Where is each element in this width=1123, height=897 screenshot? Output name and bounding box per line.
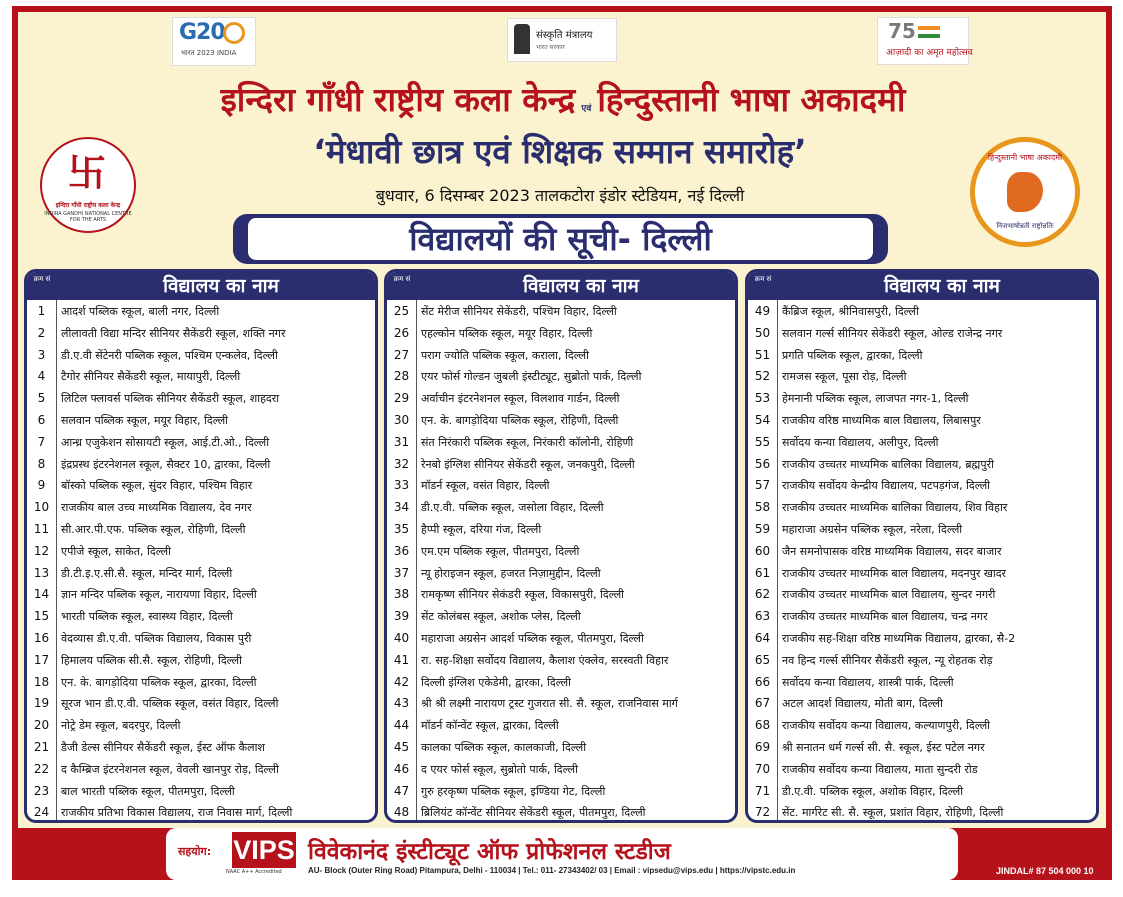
school-row [748, 522, 1096, 544]
school-row [27, 326, 375, 348]
school-name: सी.आर.पी.एफ. पब्लिक स्कूल, रोहिणी, दिल्ली [61, 522, 246, 536]
school-row [387, 609, 735, 631]
school-row [27, 369, 375, 391]
school-row [387, 413, 735, 435]
school-serial: 45 [393, 739, 410, 754]
school-serial: 53 [754, 391, 771, 406]
school-row [387, 675, 735, 697]
school-serial: 68 [754, 718, 771, 733]
school-serial: 8 [37, 456, 46, 471]
school-row [387, 762, 735, 784]
sponsor-footer [166, 828, 958, 880]
school-name: नव हिन्द गर्ल्स सीनियर सैकेंडरी स्कूल, न्यू रोहतक रोड़ [782, 653, 993, 667]
school-row [387, 805, 735, 823]
school-row [387, 369, 735, 391]
school-row [387, 348, 735, 370]
school-row [748, 478, 1096, 500]
school-name: आदर्श पब्लिक स्कूल, बाली नगर, दिल्ली [61, 305, 220, 318]
school-row [27, 631, 375, 653]
school-row [748, 348, 1096, 370]
school-name: रामकृष्ण सीनियर सेकंडरी स्कूल, विकासपुरी, दिल्ली [421, 588, 625, 602]
school-name: रामजस स्कूल, पूसा रोड़, दिल्ली [782, 370, 907, 384]
ministry-of-culture-logo [507, 18, 617, 62]
school-row [27, 566, 375, 588]
school-row [387, 457, 735, 479]
school-serial: 16 [33, 630, 50, 645]
seal-right-top: हिन्दुस्तानी भाषा अकादमी [987, 153, 1063, 162]
date-venue: बुधवार, 6 दिसम्बर 2023 तालकटोरा इंडोर स्टेडियम, नई दिल्ली [375, 186, 745, 205]
school-name: राजकीय वरिष्ठ माध्यमिक बाल विद्यालय, लिबासपुर [782, 413, 981, 427]
school-name: बॉस्को पब्लिक स्कूल, सुंदर विहार, पश्चिम विहार [61, 479, 253, 493]
school-name: राजकीय सह-शिक्षा वरिष्ठ माध्यमिक विद्यालय, द्वारका, सै-2 [782, 631, 1016, 645]
school-serial: 54 [754, 412, 771, 427]
school-name: सेंट मेरीज सीनियर सेकेंडरी, पश्चिम विहार, दिल्ली [421, 305, 617, 318]
school-serial: 62 [754, 587, 771, 602]
school-row [387, 653, 735, 675]
seal-right-bottom: निजभाषोन्नती राष्ट्रोन्नतिः [996, 222, 1054, 230]
school-row [27, 500, 375, 522]
school-list-column-3 [745, 269, 1099, 823]
school-name: राजकीय उच्चतर माध्यमिक बालिका विद्यालय, शिव विहार [782, 501, 1008, 515]
school-serial: 49 [754, 304, 771, 318]
school-name: मॉडर्न स्कूल, वसंत विहार, दिल्ली [421, 479, 550, 493]
school-name: सर्वोदय कन्या विद्यालय, अलीपुर, दिल्ली [782, 435, 939, 449]
school-name: भारती पब्लिक स्कूल, स्वास्थ्य विहार, दिल्ली [61, 610, 233, 624]
column-header [387, 272, 735, 300]
school-name-header: विद्यालय का नाम [523, 275, 639, 297]
school-serial: 31 [393, 434, 410, 449]
school-serial: 23 [33, 783, 50, 798]
school-name: राजकीय बाल उच्च माध्यमिक विद्यालय, देव नगर [61, 501, 252, 515]
school-name: संत निरंकारी पब्लिक स्कूल, निरंकारी कॉलोनी, रोहिणी [421, 435, 634, 449]
school-row [27, 522, 375, 544]
support-label: सहयोग: [178, 845, 212, 858]
school-serial: 24 [33, 805, 50, 820]
school-name: बाल भारती पब्लिक स्कूल, पीतमपुरा, दिल्ली [61, 784, 235, 798]
school-row [27, 762, 375, 784]
school-name: आन्ध्र एजुकेशन सोसायटी स्कूल, आई.टी.ओ., दिल्ली [61, 435, 270, 449]
school-row [27, 784, 375, 806]
school-name: रा. सह-शिक्षा सर्वोदय विद्यालय, कैलाश एंक्लेव, सरस्वती विहार [421, 653, 669, 667]
school-serial: 69 [754, 739, 771, 754]
school-serial: 32 [393, 456, 410, 471]
vips-logo: VIPS [232, 832, 296, 868]
school-serial: 19 [33, 696, 50, 711]
school-name: रेनबो इंग्लिश सीनियर सेकेंडरी स्कूल, जनकपुरी, दिल्ली [421, 457, 635, 471]
school-name: श्री सनातन धर्म गर्ल्स सी. सै. स्कूल, ईस्ट पटेल नगर [782, 740, 985, 754]
school-row [748, 500, 1096, 522]
institute-address: AU- Block (Outer Ring Road) Pitampura, Delhi - 110034 | Tel.: 011- 27343402/ 03 | Email : vipsedu@vips.edu | https://vipstc.edu.in [308, 866, 796, 875]
school-name: महाराजा अग्रसेन आदर्श पब्लिक स्कूल, पीतमपुरा, दिल्ली [421, 631, 644, 645]
school-serial: 55 [754, 434, 771, 449]
g20-logo-sub: भारत 2023 INDIA [181, 49, 237, 57]
school-name: राजकीय सर्वोदय केन्द्रीय विद्यालय, पटपड़गंज, दिल्ली [782, 479, 991, 493]
school-row [748, 696, 1096, 718]
school-name: लिटिल फ्लावर्स पब्लिक सीनियर सैकेंडरी स्कूल, शाहदरा [61, 392, 280, 406]
school-serial: 42 [393, 674, 410, 689]
school-serial: 48 [393, 805, 410, 820]
school-name: जैन समनोपासक वरिष्ठ माध्यमिक विद्यालय, सदर बाजार [782, 544, 1002, 558]
school-serial: 39 [393, 609, 410, 624]
ministry-sub: भारत सरकार [536, 44, 565, 51]
school-name: एयर फोर्स गोल्डन जुबली इंस्टीट्यूट, सुब्रोतो पार्क, दिल्ली [421, 370, 642, 384]
school-row [27, 391, 375, 413]
school-name: अटल आदर्श विद्यालय, मोती बाग, दिल्ली [782, 697, 943, 711]
school-list-column-1 [24, 269, 378, 823]
school-row [748, 675, 1096, 697]
school-serial: 3 [37, 347, 46, 362]
ad-code: JINDAL# 87 504 000 10 [996, 866, 1094, 876]
school-row [748, 457, 1096, 479]
school-serial: 15 [33, 609, 50, 624]
school-row [748, 653, 1096, 675]
school-name: राजकीय उच्चतर माध्यमिक बालिका विद्यालय, ब्रह्मपुरी [782, 457, 994, 471]
school-name: मॉडर्न कॉन्वेंट स्कूल, द्वारका, दिल्ली [421, 719, 559, 733]
school-name: सेंट कोलंबस स्कूल, अशोक प्लेस, दिल्ली [421, 610, 581, 624]
org1-title: इन्दिरा गाँधी राष्ट्रीय कला केन्द्र [220, 80, 576, 119]
school-name: द कैम्ब्रिज इंटरनेशनल स्कूल, वेवली खानपुर रोड़, दिल्ली [61, 762, 279, 776]
naac-label: NAAC A++ Accredited [226, 869, 282, 875]
school-serial: 25 [393, 304, 410, 318]
school-name: राजकीय सर्वोदय कन्या विद्यालय, कल्याणपुरी, दिल्ली [782, 719, 990, 733]
school-name: राजकीय सर्वोदय कन्या विद्यालय, माता सुन्दरी रोड [782, 762, 978, 776]
school-name: डी.ए.वी. पब्लिक स्कूल, अशोक विहार, दिल्ली [782, 784, 964, 798]
school-serial: 47 [393, 783, 410, 798]
school-row [748, 369, 1096, 391]
school-name: कालका पब्लिक स्कूल, कालकाजी, दिल्ली [421, 740, 587, 754]
school-row [748, 784, 1096, 806]
serial-header: क्रम सं [33, 275, 51, 283]
school-row [387, 522, 735, 544]
school-row [748, 805, 1096, 823]
school-name: हिमालय पब्लिक सी.सै. स्कूल, रोहिणी, दिल्ली [61, 653, 242, 667]
school-name: हेमनानी पब्लिक स्कूल, लाजपत नगर-1, दिल्ली [782, 392, 969, 406]
school-serial: 22 [33, 761, 50, 776]
school-serial: 70 [754, 761, 771, 776]
school-serial: 1 [37, 304, 46, 318]
school-name: एन. के. बागड़ोदिया पब्लिक स्कूल, रोहिणी, दिल्ली [421, 413, 619, 427]
school-name: श्री श्री लक्ष्मी नारायण ट्रस्ट गुजरात सी. सै. स्कूल, राजनिवास मार्ग [421, 697, 678, 711]
school-row [387, 784, 735, 806]
school-row [27, 304, 375, 326]
school-name: डी.टी.इ.ए.सी.सै. स्कूल, मन्दिर मार्ग, दिल्ली [61, 566, 233, 580]
school-row [387, 740, 735, 762]
school-row [27, 696, 375, 718]
school-serial: 46 [393, 761, 410, 776]
school-serial: 2 [37, 325, 46, 340]
school-name: राजकीय उच्चतर माध्यमिक बाल विद्यालय, चन्द्र नगर [782, 610, 988, 624]
school-serial: 71 [754, 783, 771, 798]
school-row [27, 544, 375, 566]
school-serial: 34 [393, 500, 410, 515]
school-serial: 66 [754, 674, 771, 689]
school-name: वेदव्यास डी.ए.वी. पब्लिक विद्यालय, विकास पुरी [61, 631, 252, 645]
school-name: राजकीय उच्चतर माध्यमिक बाल विद्यालय, सुन्दर नगरी [782, 588, 996, 602]
school-name: द एयर फोर्स स्कूल, सुब्रोतो पार्क, दिल्ली [421, 762, 578, 776]
school-row [748, 609, 1096, 631]
school-serial: 11 [33, 521, 50, 536]
hindustani-bhasha-academy-seal [970, 137, 1080, 247]
school-name: नोट्रे डेम स्कूल, बदरपुर, दिल्ली [61, 719, 181, 733]
school-name: ब्रिलियंट कॉन्वेंट सीनियर सेकेंडरी स्कूल, पीतमपुरा, दिल्ली [421, 806, 646, 820]
school-row [27, 718, 375, 740]
school-serial: 52 [754, 369, 771, 384]
school-name: सेंट. मार्गरेट सी. सै. स्कूल, प्रशांत विहार, रोहिणी, दिल्ली [782, 806, 1004, 820]
school-name: इंद्रप्रस्थ इंटरनेशनल स्कूल, सैक्टर 10, द्वारका, दिल्ली [61, 457, 271, 471]
school-name: लीलावती विद्या मन्दिर सीनियर सैकेंडरी स्कूल, शक्ति नगर [61, 326, 286, 340]
school-name: न्यू होराइजन स्कूल, हजरत निज़ामुद्दीन, दिल्ली [421, 566, 601, 580]
india-map-icon [1007, 172, 1043, 212]
school-row [387, 478, 735, 500]
school-name: एम.एम पब्लिक स्कूल, पीतमपुरा, दिल्ली [421, 544, 580, 558]
school-serial: 35 [393, 521, 410, 536]
school-serial: 26 [393, 325, 410, 340]
school-serial: 58 [754, 500, 771, 515]
ignca-seal [40, 137, 136, 233]
school-serial: 27 [393, 347, 410, 362]
school-serial: 28 [393, 369, 410, 384]
school-name: सलवान पब्लिक स्कूल, मयूर विहार, दिल्ली [61, 413, 229, 427]
ministry-name: संस्कृति मंत्रालय [536, 30, 593, 41]
school-row [748, 435, 1096, 457]
school-serial: 12 [33, 543, 50, 558]
school-row [27, 587, 375, 609]
school-row [748, 587, 1096, 609]
ignca-seal-name: इन्दिरा गाँधी राष्ट्रीय कला केन्द्र [55, 202, 121, 209]
school-row [27, 675, 375, 697]
school-name: पराग ज्योति पब्लिक स्कूल, कराला, दिल्ली [421, 348, 589, 362]
school-name: एन. के. बागड़ोदिया पब्लिक स्कूल, द्वारका, दिल्ली [61, 675, 257, 689]
school-serial: 17 [33, 652, 50, 667]
school-serial: 72 [754, 805, 771, 820]
school-name: डैजी डेल्स सीनियर सैकेंडरी स्कूल, ईस्ट ऑफ कैलाश [61, 740, 265, 754]
school-serial: 36 [393, 543, 410, 558]
school-row [748, 762, 1096, 784]
school-row [748, 326, 1096, 348]
school-row [748, 544, 1096, 566]
school-row [27, 740, 375, 762]
school-row [748, 566, 1096, 588]
school-name-header: विद्यालय का नाम [163, 275, 279, 297]
school-row [387, 326, 735, 348]
and-label: एवं [581, 104, 592, 114]
ignca-seal-sub: INDIRA GANDHI NATIONAL CENTRE FOR THE ARTS [44, 211, 132, 223]
g20-logo [172, 17, 256, 66]
azadi-ka-amrit-mahotsav-logo [877, 17, 973, 65]
school-serial: 6 [37, 412, 46, 427]
school-serial: 10 [33, 500, 50, 515]
school-name: एपीजे स्कूल, साकेत, दिल्ली [61, 544, 171, 558]
school-serial: 65 [754, 652, 771, 667]
school-serial: 59 [754, 521, 771, 536]
school-name: प्रगति पब्लिक स्कूल, द्वारका, दिल्ली [782, 348, 923, 362]
school-row [387, 631, 735, 653]
school-row [27, 457, 375, 479]
school-serial: 4 [37, 369, 46, 384]
school-row [748, 718, 1096, 740]
school-list [748, 304, 1096, 823]
organizers-title [28, 76, 1098, 121]
school-serial: 21 [33, 739, 50, 754]
school-serial: 7 [37, 434, 46, 449]
school-serial: 9 [37, 478, 46, 493]
list-banner-title: विद्यालयों की सूची- दिल्ली [248, 218, 873, 260]
school-name-header: विद्यालय का नाम [884, 275, 1000, 297]
school-serial: 18 [33, 674, 50, 689]
school-name: एहल्कोन पब्लिक स्कूल, मयूर विहार, दिल्ली [421, 326, 593, 340]
school-serial: 61 [754, 565, 771, 580]
school-name: डी.ए.वी सेंटेनरी पब्लिक स्कूल, पश्चिम एन्कलेव, दिल्ली [61, 348, 278, 362]
school-serial: 37 [393, 565, 410, 580]
school-serial: 50 [754, 325, 771, 340]
school-serial: 14 [33, 587, 50, 602]
school-name: अर्वाचीन इंटरनेशनल स्कूल, विलशाव गार्डन, दिल्ली [421, 392, 620, 406]
school-serial: 51 [754, 347, 771, 362]
national-emblem-icon [514, 24, 530, 54]
school-serial: 33 [393, 478, 410, 493]
school-row [27, 478, 375, 500]
school-row [387, 696, 735, 718]
serial-header: क्रम सं [754, 275, 772, 283]
school-row [387, 544, 735, 566]
org2-title: हिन्दुस्तानी भाषा अकादमी [597, 80, 906, 119]
school-row [27, 435, 375, 457]
school-name: सलवान गर्ल्स सीनियर सेकेंडरी स्कूल, ओल्ड राजेन्द्र नगर [782, 326, 1003, 340]
school-name: हैप्पी स्कूल, दरिया गंज, दिल्ली [421, 522, 542, 536]
flag-icon [918, 26, 940, 38]
school-row [27, 609, 375, 631]
school-serial: 67 [754, 696, 771, 711]
school-row [27, 653, 375, 675]
school-serial: 29 [393, 391, 410, 406]
institute-name: विवेकानंद इंस्टीट्यूट ऑफ प्रोफेशनल स्टडीज [308, 839, 671, 865]
school-row [387, 587, 735, 609]
school-row [748, 304, 1096, 326]
school-list [27, 304, 375, 823]
school-serial: 38 [393, 587, 410, 602]
lotus-icon [223, 22, 245, 44]
school-row [387, 435, 735, 457]
school-row [748, 740, 1096, 762]
school-row [748, 413, 1096, 435]
school-name: कैंब्रिज स्कूल, श्रीनिवासपुरी, दिल्ली [782, 305, 919, 318]
school-serial: 41 [393, 652, 410, 667]
school-row [27, 413, 375, 435]
school-name: सूरज भान डी.ए.वी. पब्लिक स्कूल, वसंत विहार, दिल्ली [61, 697, 279, 711]
school-serial: 60 [754, 543, 771, 558]
school-name: दिल्ली इंग्लिश एकेडेमी, द्वारका, दिल्ली [421, 675, 571, 689]
azadi-text: आज़ादी का अमृत महोत्सव [886, 48, 973, 58]
school-serial: 13 [33, 565, 50, 580]
school-row [748, 391, 1096, 413]
school-serial: 56 [754, 456, 771, 471]
school-name: राजकीय उच्चतर माध्यमिक बाल विद्यालय, मदनपुर खादर [782, 566, 1007, 580]
school-name: टैगोर सीनियर सैकेंडरी स्कूल, मायापुरी, दिल्ली [61, 370, 241, 384]
school-serial: 63 [754, 609, 771, 624]
school-serial: 30 [393, 412, 410, 427]
school-list-column-2 [384, 269, 738, 823]
school-row [748, 631, 1096, 653]
school-name: ज्ञान मन्दिर पब्लिक स्कूल, नारायणा विहार, दिल्ली [61, 588, 257, 602]
school-row [387, 566, 735, 588]
school-serial: 43 [393, 696, 410, 711]
school-list [387, 304, 735, 823]
school-name: राजकीय प्रतिभा विकास विद्यालय, राज निवास मार्ग, दिल्ली [61, 806, 293, 820]
g20-logo-text: G20 [179, 20, 225, 45]
school-serial: 64 [754, 630, 771, 645]
school-row [387, 304, 735, 326]
school-serial: 44 [393, 718, 410, 733]
school-row [387, 391, 735, 413]
column-header [27, 272, 375, 300]
school-row [387, 500, 735, 522]
school-name: महाराजा अग्रसेन पब्लिक स्कूल, नरेला, दिल्ली [782, 522, 963, 536]
school-row [387, 718, 735, 740]
school-name: गुरु हरकृष्ण पब्लिक स्कूल, इण्डिया गेट, दिल्ली [421, 784, 606, 798]
ignca-swastika-icon: 卐 [68, 151, 107, 195]
school-serial: 57 [754, 478, 771, 493]
event-title: ‘मेधावी छात्र एवं शिक्षक सम्मान समारोह’ [313, 132, 807, 171]
school-serial: 20 [33, 718, 50, 733]
school-serial: 5 [37, 391, 46, 406]
school-row [27, 805, 375, 823]
school-serial: 40 [393, 630, 410, 645]
school-name: डी.ए.वी. पब्लिक स्कूल, जसोला विहार, दिल्ली [421, 501, 604, 515]
serial-header: क्रम सं [393, 275, 411, 283]
column-header [748, 272, 1096, 300]
azadi-75: 75 [888, 19, 916, 43]
school-row [27, 348, 375, 370]
school-name: सर्वोदय कन्या विद्यालय, शास्त्री पार्क, दिल्ली [782, 675, 954, 689]
